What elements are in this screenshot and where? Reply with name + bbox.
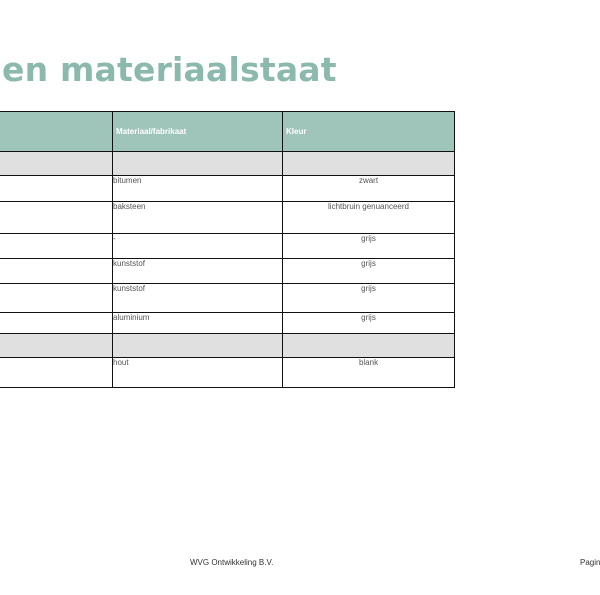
- kleur-cell: grijs: [283, 234, 455, 259]
- omschrijving-cell: [0, 176, 113, 202]
- kleur-cell: lichtbruin genuanceerd: [283, 202, 455, 234]
- kleur-cell: grijs: [283, 284, 455, 313]
- table-row: [0, 259, 455, 284]
- table-row: [0, 202, 455, 234]
- footer-company: WVG Ontwikkeling B.V.: [190, 558, 274, 567]
- table-row: [0, 284, 455, 313]
- materiaal-cell: bitumen: [113, 176, 283, 202]
- section-row: [0, 152, 455, 176]
- materiaal-cell: -: [113, 234, 283, 259]
- footer-page: Pagin: [580, 558, 600, 567]
- table-row: [0, 234, 455, 259]
- page-title: en materiaalstaat: [2, 50, 337, 89]
- kleur-cell: grijs: [283, 259, 455, 284]
- section-row: [0, 334, 455, 358]
- materiaalstaat-table: [0, 111, 455, 388]
- omschrijving-cell: [0, 358, 113, 388]
- table-row: [0, 176, 455, 202]
- omschrijving-cell: [0, 284, 113, 313]
- header-omschrijving: [0, 112, 113, 152]
- materiaal-cell: kunststof: [113, 259, 283, 284]
- section-cell: [113, 152, 283, 176]
- omschrijving-cell: [0, 202, 113, 234]
- kleur-cell: grijs: [283, 313, 455, 334]
- section-cell: [113, 334, 283, 358]
- section-cell: [0, 152, 113, 176]
- omschrijving-cell: [0, 259, 113, 284]
- kleur-cell: blank: [283, 358, 455, 388]
- omschrijving-cell: [0, 313, 113, 334]
- table-header-row: [0, 112, 455, 152]
- materiaal-cell: baksteen: [113, 202, 283, 234]
- header-kleur: Kleur: [283, 112, 455, 152]
- table-row: [0, 313, 455, 334]
- materiaal-cell: aluminium: [113, 313, 283, 334]
- omschrijving-cell: [0, 234, 113, 259]
- kleur-cell: zwart: [283, 176, 455, 202]
- materiaal-cell: kunststof: [113, 284, 283, 313]
- section-cell: [283, 334, 455, 358]
- materiaal-cell: hout: [113, 358, 283, 388]
- header-materiaal: Materiaal/fabrikaat: [113, 112, 283, 152]
- section-cell: [0, 334, 113, 358]
- table-row: [0, 358, 455, 388]
- section-cell: [283, 152, 455, 176]
